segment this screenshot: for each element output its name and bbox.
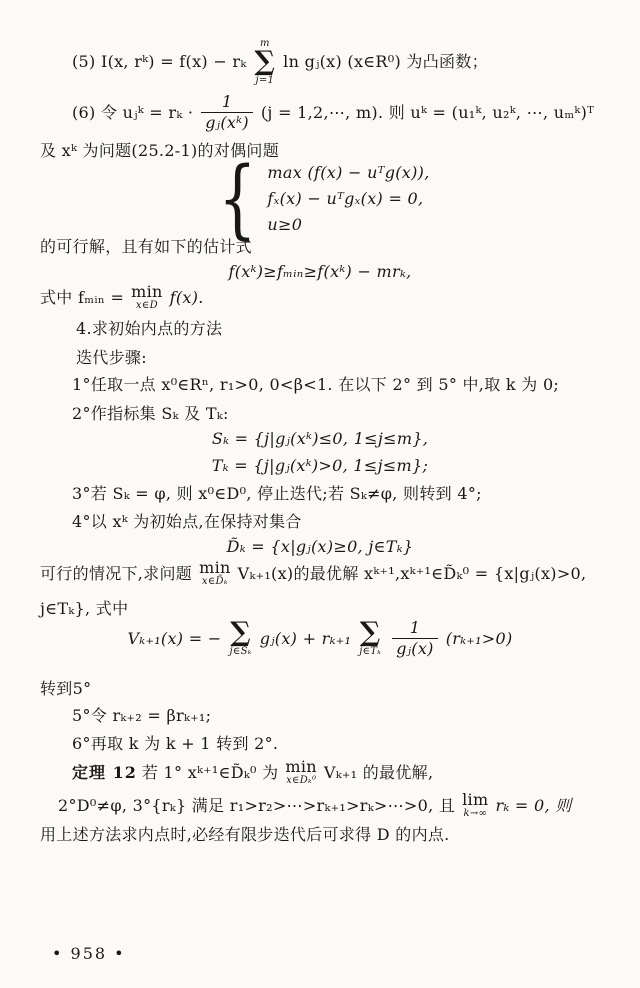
fraction-denominator: gⱼ(xᵏ) — [201, 112, 253, 133]
v-formula — [0, 618, 640, 659]
sigma-glyph-1: ∑ — [230, 617, 251, 649]
step-3: 3°若 Sₖ = φ, 则 x⁰∈D⁰, 停止迭代;若 Sₖ≠φ, 则转到 4°; — [72, 484, 482, 503]
set-s-definition — [0, 428, 640, 450]
summation-symbol — [255, 38, 276, 86]
set-t-definition — [0, 455, 640, 477]
sigma-glyph-2: ∑ — [359, 617, 381, 649]
formula-6-pre: (6) 令 uⱼᵏ = rₖ · — [72, 102, 194, 122]
feasible-pre: 可行的情况下,求问题 — [40, 564, 193, 583]
summation-symbol-2 — [359, 617, 382, 657]
conclusion-line: 用上述方法求内点时,必经有限步迭代后可求得 D 的内点. — [40, 825, 450, 844]
sum-upper-limit: m — [259, 38, 270, 49]
min-word: min — [131, 282, 163, 301]
min-operator-2 — [199, 560, 231, 588]
step-6: 6°再取 k 为 k + 1 转到 2°. — [72, 734, 279, 753]
step-1: 1°任取一点 x⁰∈Rⁿ, r₁>0, 0<β<1. 在以下 2° 到 5° 中,取 k 为 0; — [72, 375, 560, 394]
lim-word: lim — [462, 790, 489, 809]
set-d-definition — [0, 536, 640, 558]
theorem-pre: 若 1° xᵏ⁺¹∈D̃ₖ⁰ 为 — [141, 763, 279, 782]
min-limit: x∈D — [135, 300, 158, 311]
min-limit-3: x∈Dₖ⁰ — [286, 775, 317, 786]
min-word-2: min — [199, 558, 231, 577]
formula-6-post: (j = 1,2,⋯, m). 则 uᵏ = (u₁ᵏ, u₂ᵏ, ⋯, uₘᵏ)ᵀ — [260, 102, 595, 122]
sum-lower-limit: j=1 — [255, 74, 275, 86]
steps-label: 迭代步骤: — [76, 348, 147, 367]
system-row-1: max (f(x) − uᵀg(x)), — [267, 163, 430, 182]
min-operator — [131, 284, 163, 312]
v-formula-pre: Vₖ₊₁(x) = − — [127, 628, 222, 648]
lim-limit: k→∞ — [463, 808, 488, 819]
feasible-case-line-2: j∈Tₖ}, 式中 — [40, 599, 129, 618]
theorem2-post: rₖ = 0, 则 — [495, 796, 572, 815]
min-limit-2: x∈D̃ₖ — [201, 576, 228, 587]
step-5: 5°令 rₖ₊₂ = βrₖ₊₁; — [72, 706, 212, 725]
set-s-text: Sₖ = {j|gⱼ(xᵏ)≤0, 1≤j≤m}, — [211, 429, 429, 448]
lim-operator — [462, 792, 488, 820]
theorem-conditions-line — [58, 792, 572, 820]
system-row-2: fₓ(x) − uᵀgₓ(x) = 0, — [267, 189, 424, 208]
set-t-text: Tₖ = {j|gⱼ(xᵏ)>0, 1≤j≤m}; — [211, 456, 429, 475]
system-row-3: u≥0 — [267, 215, 303, 234]
formula-5-pre: (5) I(x, rᵏ) = f(x) − rₖ — [72, 51, 247, 71]
page-number: • 958 • — [52, 944, 126, 963]
formula-5-post: ln gⱼ(x) (x∈R⁰) 为凸函数； — [283, 51, 488, 71]
estimate-formula-text: f(xᵏ)≥fₘᵢₙ≥f(xᵏ) − mrₖ, — [228, 262, 412, 281]
sum-1-lower-limit: j∈Sₖ — [229, 645, 252, 657]
min-word-3: min — [285, 757, 317, 776]
sum-2-lower-limit: j∈Tₖ — [359, 645, 382, 657]
v-formula-post: (rₖ₊₁>0) — [445, 628, 513, 648]
fraction — [201, 92, 253, 133]
estimate-intro: 的可行解，且有如下的估计式 — [40, 237, 252, 256]
feasible-post: Vₖ₊₁(x)的最优解 xᵏ⁺¹,xᵏ⁺¹∈D̃ₖ⁰ = {x|gⱼ(x)>0, — [237, 564, 587, 583]
formula-line-6 — [72, 92, 594, 133]
theorem-label: 定理 12 — [72, 763, 137, 782]
theorem-post: Vₖ₊₁ 的最优解, — [323, 763, 434, 782]
v-formula-mid: gⱼ(x) + rₖ₊₁ — [259, 628, 352, 648]
section-heading: 4.求初始内点的方法 — [76, 319, 223, 338]
v-fraction-denominator: gⱼ(x) — [392, 638, 437, 659]
fraction-numerator: 1 — [221, 92, 233, 111]
step-2: 2°作指标集 Sₖ 及 Tₖ: — [72, 404, 229, 423]
dual-problem-intro: 及 xᵏ 为问题(25.2-1)的对偶问题 — [40, 141, 280, 160]
summation-symbol-1 — [229, 617, 252, 657]
estimate-formula — [0, 261, 640, 283]
formula-line-5 — [72, 38, 488, 86]
where-line — [40, 284, 204, 312]
where-pre: 式中 fₘᵢₙ = — [40, 288, 125, 307]
where-post: f(x). — [169, 288, 204, 307]
v-fraction — [392, 618, 437, 659]
sigma-glyph: ∑ — [254, 46, 276, 77]
set-d-text: D̃ₖ = {x|gⱼ(x)≥0, j∈Tₖ} — [226, 537, 414, 556]
step-4: 4°以 xᵏ 为初始点,在保持对集合 — [72, 512, 302, 531]
theorem-12-line — [72, 759, 433, 787]
theorem2-pre: 2°D⁰≠φ, 3°{rₖ} 满足 r₁>r₂>⋯>rₖ₊₁>rₖ>⋯>0, 且 — [58, 796, 456, 815]
feasible-case-line — [40, 560, 586, 588]
min-operator-3 — [285, 759, 317, 787]
v-fraction-numerator: 1 — [409, 618, 421, 637]
left-brace: { — [218, 149, 258, 249]
goto-5-line: 转到5° — [40, 679, 92, 698]
